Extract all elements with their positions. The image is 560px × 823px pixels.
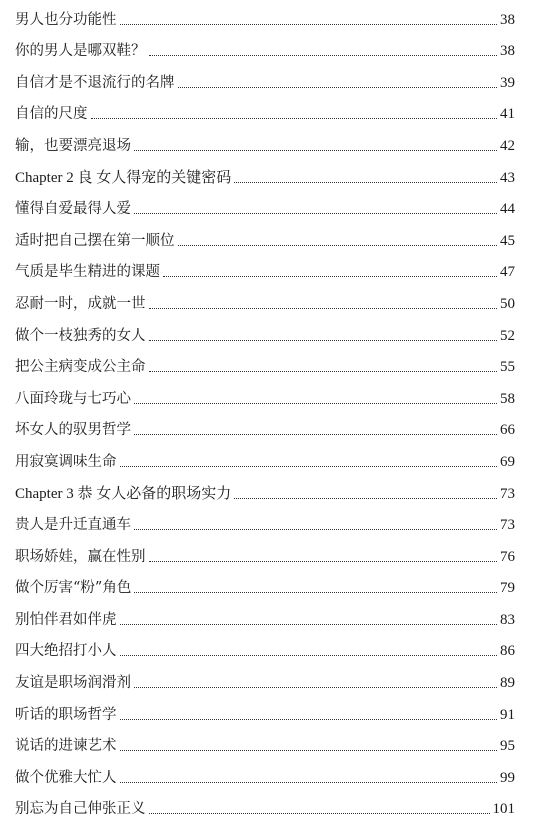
toc-entry-title: 听话的职场哲学 — [15, 706, 117, 723]
toc-entry — [15, 634, 515, 666]
toc-entry — [15, 255, 515, 287]
toc-entry-page-number: 42 — [500, 137, 515, 154]
toc-entry-page-number: 79 — [500, 580, 515, 597]
dot-leader — [120, 655, 498, 656]
toc-entry-page-number: 95 — [500, 738, 515, 755]
toc-entry — [15, 539, 515, 571]
dot-leader — [134, 529, 497, 530]
toc-entry-page-number: 52 — [500, 327, 515, 344]
dot-leader — [120, 624, 498, 625]
toc-entry-title: 别怕伴君如伴虎 — [15, 611, 117, 628]
toc-entry-title: 懂得自爱最得人爱 — [15, 201, 131, 218]
dot-leader — [120, 24, 498, 25]
toc-entry-page-number: 76 — [500, 548, 515, 565]
dot-leader — [178, 87, 498, 88]
toc-entry — [15, 444, 515, 476]
toc-entry-page-number: 99 — [500, 769, 515, 786]
dot-leader — [134, 687, 497, 688]
toc-entry — [15, 729, 515, 761]
toc-entry — [15, 128, 515, 160]
table-of-contents — [15, 2, 515, 823]
toc-entry — [15, 381, 515, 413]
toc-entry-page-number: 66 — [500, 422, 515, 439]
dot-leader — [120, 782, 498, 783]
toc-entry-page-number: 73 — [500, 517, 515, 534]
toc-entry-page-number: 44 — [500, 201, 515, 218]
toc-entry — [15, 413, 515, 445]
toc-entry-page-number: 73 — [500, 485, 515, 502]
toc-entry — [15, 792, 515, 823]
toc-entry-page-number: 86 — [500, 643, 515, 660]
toc-entry-page-number: 38 — [500, 11, 515, 28]
toc-entry — [15, 2, 515, 34]
dot-leader — [134, 592, 497, 593]
dot-leader — [163, 276, 497, 277]
toc-entry-title: 别忘为自己伸张正义 — [15, 801, 146, 818]
toc-entry-page-number: 101 — [492, 801, 515, 818]
toc-entry — [15, 65, 515, 97]
toc-entry — [15, 34, 515, 66]
toc-entry-title: 你的男人是哪双鞋？ — [15, 43, 146, 60]
toc-entry-page-number: 41 — [500, 106, 515, 123]
dot-leader — [149, 340, 498, 341]
toc-entry — [15, 760, 515, 792]
toc-entry — [15, 665, 515, 697]
toc-entry — [15, 97, 515, 129]
toc-entry-title: 四大绝招打小人 — [15, 643, 117, 660]
toc-entry-title: 自信的尺度 — [15, 106, 88, 123]
toc-chapter-heading — [15, 476, 515, 508]
toc-entry — [15, 508, 515, 540]
toc-entry-title: 用寂寞调味生命 — [15, 453, 117, 470]
toc-entry-title: 男人也分功能性 — [15, 11, 117, 28]
dot-leader — [149, 371, 498, 372]
toc-entry-page-number: 43 — [500, 169, 515, 186]
dot-leader — [149, 308, 498, 309]
dot-leader — [149, 813, 490, 814]
toc-entry — [15, 571, 515, 603]
toc-entry-title: 八面玲珑与七巧心 — [15, 390, 131, 407]
toc-entry-page-number: 55 — [500, 359, 515, 376]
toc-entry-page-number: 69 — [500, 453, 515, 470]
dot-leader — [120, 466, 498, 467]
dot-leader — [134, 150, 497, 151]
dot-leader — [149, 55, 498, 56]
toc-entry-page-number: 58 — [500, 390, 515, 407]
dot-leader — [134, 213, 497, 214]
dot-leader — [234, 498, 497, 499]
dot-leader — [234, 182, 497, 183]
dot-leader — [120, 719, 498, 720]
toc-entry-title: 输，也要漂亮退场 — [15, 137, 131, 154]
toc-entry-title: 友谊是职场润滑剂 — [15, 675, 131, 692]
toc-entry-page-number: 38 — [500, 43, 515, 60]
toc-entry-title: 做个厉害“粉”角色 — [15, 580, 132, 597]
dot-leader — [149, 561, 498, 562]
toc-entry-title: 职场娇娃，赢在性别 — [15, 548, 146, 565]
toc-entry — [15, 286, 515, 318]
dot-leader — [120, 750, 498, 751]
toc-entry-title: 做个一枝独秀的女人 — [15, 327, 146, 344]
toc-entry-title: Chapter 2 良 女人得宠的关键密码 — [15, 169, 232, 186]
toc-entry — [15, 223, 515, 255]
toc-entry — [15, 350, 515, 382]
toc-entry-page-number: 50 — [500, 295, 515, 312]
toc-entry-title: 说话的进谏艺术 — [15, 738, 117, 755]
toc-entry — [15, 192, 515, 224]
toc-entry-page-number: 89 — [500, 675, 515, 692]
dot-leader — [91, 118, 498, 119]
toc-entry — [15, 318, 515, 350]
toc-entry-title: 做个优雅大忙人 — [15, 769, 117, 786]
toc-entry-title: 适时把自己摆在第一顺位 — [15, 232, 175, 249]
toc-entry — [15, 602, 515, 634]
dot-leader — [134, 434, 497, 435]
toc-entry-page-number: 91 — [500, 706, 515, 723]
toc-entry-title: 贵人是升迁直通车 — [15, 517, 131, 534]
toc-entry — [15, 697, 515, 729]
toc-entry-title: 坏女人的驭男哲学 — [15, 422, 131, 439]
toc-entry-page-number: 47 — [500, 264, 515, 281]
toc-entry-page-number: 39 — [500, 74, 515, 91]
toc-entry-title: 把公主病变成公主命 — [15, 359, 146, 376]
toc-entry-page-number: 45 — [500, 232, 515, 249]
toc-entry-page-number: 83 — [500, 611, 515, 628]
toc-entry-title: 忍耐一时，成就一世 — [15, 295, 146, 312]
toc-entry-title: 气质是毕生精进的课题 — [15, 264, 160, 281]
dot-leader — [134, 403, 497, 404]
dot-leader — [178, 245, 498, 246]
toc-chapter-heading — [15, 160, 515, 192]
toc-entry-title: Chapter 3 恭 女人必备的职场实力 — [15, 485, 232, 502]
toc-entry-title: 自信才是不退流行的名牌 — [15, 74, 175, 91]
